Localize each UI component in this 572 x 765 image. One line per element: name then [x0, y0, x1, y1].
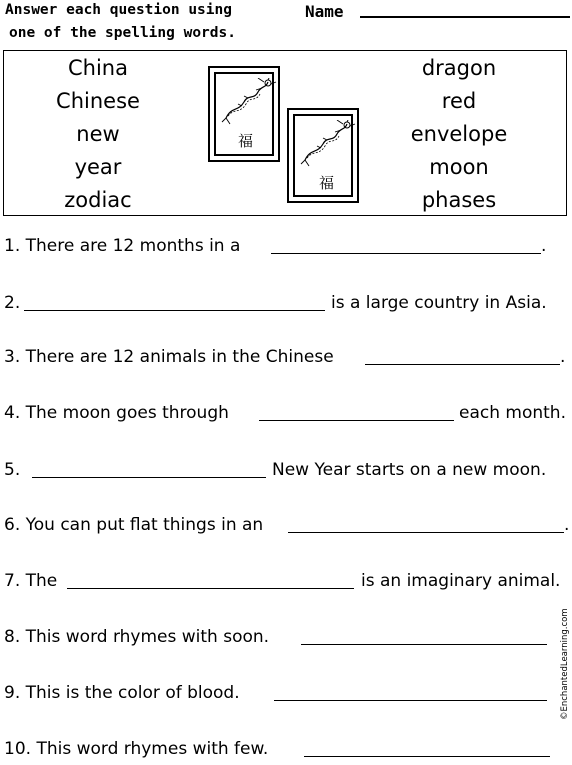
word-china: China [68, 56, 128, 80]
question-1-text: 1. There are 12 months in a [4, 236, 241, 256]
question-7-end: is an imaginary animal. [361, 571, 561, 591]
question-3-end: . [560, 347, 566, 367]
answer-blank-3[interactable] [365, 364, 560, 365]
fu-character: 福 [238, 132, 254, 150]
word-chinese: Chinese [56, 89, 140, 113]
answer-blank-7[interactable] [67, 588, 354, 589]
answer-blank-9[interactable] [274, 700, 547, 701]
name-label: Name [305, 2, 344, 21]
word-red: red [441, 89, 477, 113]
question-4-text: 4. The moon goes through [4, 403, 229, 423]
question-6-text: 6. You can put flat things in an [4, 515, 264, 535]
name-field[interactable] [360, 16, 570, 18]
answer-blank-1[interactable] [271, 253, 541, 254]
word-moon: moon [429, 155, 489, 179]
question-5-text: New Year starts on a new moon. [272, 460, 547, 480]
dragon-icon [297, 120, 357, 170]
word-dragon: dragon [421, 56, 497, 80]
answer-blank-4[interactable] [259, 420, 454, 421]
answer-blank-10[interactable] [304, 756, 550, 757]
red-envelope-card-2 [287, 108, 359, 203]
question-8-text: 8. This word rhymes with soon. [4, 627, 270, 647]
question-3-text: 3. There are 12 animals in the Chinese [4, 347, 334, 367]
answer-blank-2[interactable] [24, 310, 325, 311]
dragon-icon [218, 78, 278, 128]
question-6-end: . [564, 515, 570, 535]
question-5-number: 5. [4, 460, 21, 480]
answer-blank-5[interactable] [32, 477, 266, 478]
instructions-line-1: Answer each question using [5, 2, 232, 18]
question-10-text: 10. This word rhymes with few. [4, 739, 269, 759]
question-7-text: 7. The [4, 571, 58, 591]
instructions-line-2: one of the spelling words. [9, 25, 236, 41]
question-2-text: is a large country in Asia. [331, 293, 547, 313]
answer-blank-8[interactable] [301, 644, 547, 645]
word-phases: phases [421, 188, 497, 212]
question-9-text: 9. This is the color of blood. [4, 683, 240, 703]
question-2-number: 2. [4, 293, 21, 313]
word-year: year [74, 155, 122, 179]
red-envelope-card-1 [208, 66, 280, 162]
question-1-end: . [541, 236, 547, 256]
word-zodiac: zodiac [64, 188, 132, 212]
question-4-end: each month. [459, 403, 566, 423]
word-bank [3, 50, 567, 216]
word-envelope: envelope [410, 122, 508, 146]
word-new: new [76, 122, 120, 146]
answer-blank-6[interactable] [288, 532, 564, 533]
copyright-notice: ©EnchantedLearning.com [560, 608, 570, 720]
fu-character: 福 [319, 174, 335, 192]
